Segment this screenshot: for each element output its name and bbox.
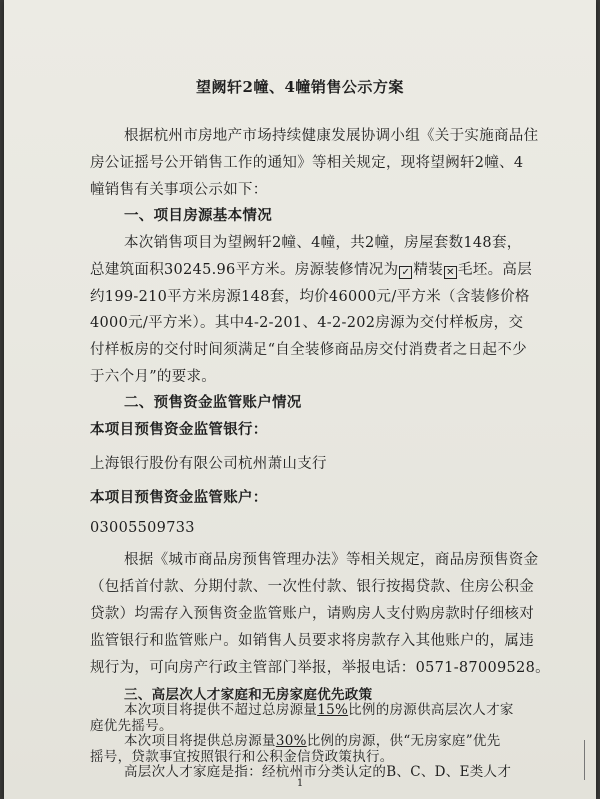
document-title: 望阙轩2幢、4幢销售公示方案 — [196, 78, 404, 96]
section-2-line-5: 规行为，可向房产行政主管部门举报，举报电话：0571-87009528。 — [90, 660, 550, 676]
section-1-line-4: 4000元/平方米）。其中4-2-201、4-2-202房源为交付样板房，交 — [90, 315, 524, 331]
page-number: 1 — [296, 778, 304, 789]
intro-line-1: 根据杭州市房地产市场持续健康发展协调小组《关于实施商品住 — [124, 128, 539, 144]
bank-value: 上海银行股份有限公司杭州萧山支行 — [90, 456, 327, 472]
account-label: 本项目预售资金监管账户： — [90, 489, 268, 506]
section-3-line-4: 摇号，贷款事宜按照银行和公积金信贷政策执行。 — [90, 748, 394, 765]
section-3-line-5: 高层次人才家庭是指：经杭州市分类认定的B、C、D、E类人才 — [124, 764, 512, 780]
section-1-line-2 — [90, 258, 532, 279]
section-1-heading: 一、项目房源基本情况 — [124, 207, 272, 224]
intro-line-2: 房公证摇号公开销售工作的通知》等相关规定，现将望阙轩2幢、4 — [90, 155, 524, 171]
section-2-heading: 二、预售资金监管账户情况 — [124, 394, 302, 411]
section-1-line-5: 付样板房的交付时间须满足“自全装修商品房交付消费者之日起不少 — [90, 342, 527, 358]
section-3-line-2: 庭优先摇号。 — [90, 717, 173, 734]
section-2-line-1: 根据《城市商品房预售管理办法》等相关规定，商品房预售资金 — [124, 552, 539, 568]
talent-text-a: 本次项目将提供不超过总房源量 — [124, 702, 318, 719]
rough-decoration-label: 毛坯。高层 — [458, 262, 532, 278]
talent-text-b: 比例的房源供高层次人才家 — [348, 702, 514, 719]
nohouse-text-a: 本次项目将提供总房源量 — [124, 733, 276, 750]
section-2-line-3: 贷款）均需存入预售资金监管账户，请购房人支付购房款时仔细核对 — [90, 606, 534, 622]
nohouse-text-b: 比例的房源，供“无房家庭”优先 — [306, 733, 501, 750]
fine-decoration-label: 精装 — [413, 262, 443, 278]
section-1-line-1: 本次销售项目为望阙轩2幢、4幢，共2幢，房屋套数148套， — [124, 235, 522, 251]
decoration-text: 总建筑面积30245.96平方米。房源装修情况为 — [90, 262, 399, 278]
talent-percent: 15% — [317, 702, 349, 719]
intro-line-3: 幢销售有关事项公示如下： — [90, 182, 268, 198]
section-2-line-4: 监管银行和监管账户。如销售人员要求将房款存入其他账户的，属违 — [90, 633, 534, 649]
checked-box-icon: ✓ — [399, 266, 412, 279]
nohouse-percent: 30% — [275, 733, 307, 750]
crossed-box-icon: ✕ — [444, 266, 457, 279]
section-1-line-6: 于六个月”的要求。 — [90, 369, 217, 385]
document-page — [4, 0, 596, 799]
section-3-heading: 三、高层次人才家庭和无房家庭优先政策 — [124, 687, 373, 703]
margin-mark — [584, 740, 585, 780]
section-2-line-2: （包括首付款、分期付款、一次性付款、银行按揭贷款、住房公积金 — [90, 579, 534, 595]
section-1-line-3: 约199-210平方米房源148套，均价46000元/平方米（含装修价格 — [90, 289, 530, 305]
bank-label: 本项目预售资金监管银行： — [90, 421, 268, 438]
section-3-line-1 — [124, 698, 514, 718]
account-value: 03005509733 — [90, 520, 195, 536]
